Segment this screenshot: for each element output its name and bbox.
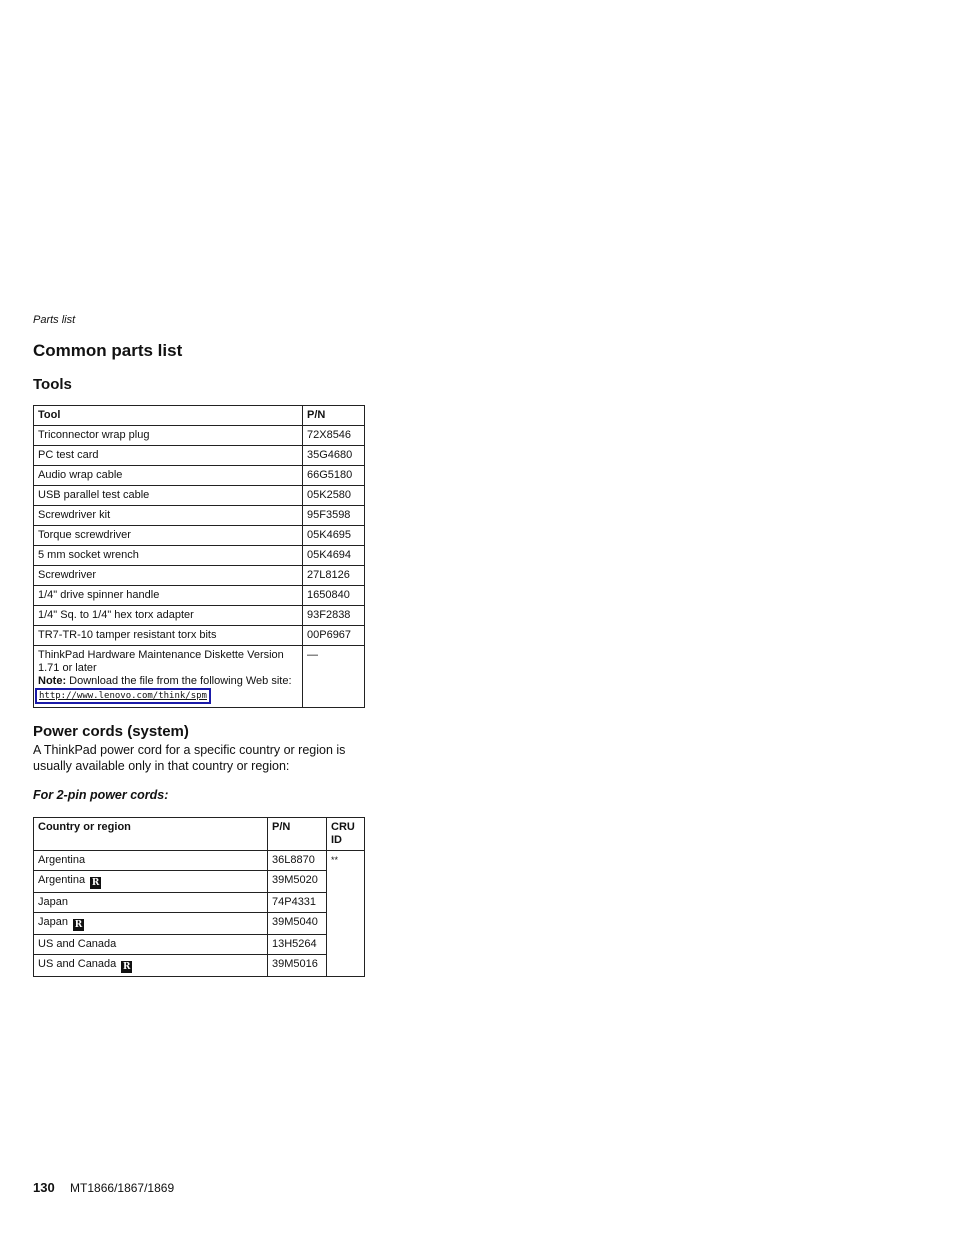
tool-pn: 05K4695 <box>303 526 365 546</box>
tool-pn: 72X8546 <box>303 426 365 446</box>
page-footer <box>33 1180 174 1195</box>
country-name: Argentina <box>38 854 86 866</box>
spm-download-link[interactable]: http://www.lenovo.com/think/spm <box>35 688 211 704</box>
rohs-r-icon: R <box>123 962 131 972</box>
country-column-header: Country or region <box>34 818 268 851</box>
tool-name: TR7-TR-10 tamper resistant torx bits <box>34 626 303 646</box>
country-cell <box>34 913 268 935</box>
tool-pn: 1650840 <box>303 586 365 606</box>
country-cell <box>34 935 268 955</box>
tool-name: 1/4" Sq. to 1/4" hex torx adapter <box>34 606 303 626</box>
table-row <box>34 935 365 955</box>
table-row <box>34 526 365 546</box>
cord-pn: 39M5016 <box>268 955 327 977</box>
country-cell <box>34 871 268 893</box>
table-row <box>34 871 365 893</box>
table-row <box>34 893 365 913</box>
table-row <box>34 606 365 626</box>
model-numbers: MT1866/1867/1869 <box>70 1181 175 1195</box>
cord-pn: 74P4331 <box>268 893 327 913</box>
diskette-row <box>34 646 365 708</box>
country-name: Japan <box>38 896 68 908</box>
table-row <box>34 626 365 646</box>
tool-name: Torque screwdriver <box>34 526 303 546</box>
table-row <box>34 955 365 977</box>
country-name: US and Canada <box>38 958 117 970</box>
cords-header-row <box>34 818 365 851</box>
page-title: Common parts list <box>33 341 183 360</box>
tool-name: Screwdriver <box>34 566 303 586</box>
tools-body <box>34 426 365 708</box>
cord-pn: 39M5040 <box>268 913 327 935</box>
table-row <box>34 466 365 486</box>
power-cords-heading: Power cords (system) <box>33 723 189 740</box>
tools-heading: Tools <box>33 376 72 393</box>
tool-pn: 00P6967 <box>303 626 365 646</box>
note-text: Download the file from the following Web site: <box>69 675 292 687</box>
tool-column-header: Tool <box>34 406 303 426</box>
note-label: Note: <box>38 675 67 687</box>
country-cell <box>34 893 268 913</box>
country-cell <box>34 955 268 977</box>
table-row <box>34 913 365 935</box>
tool-name: USB parallel test cable <box>34 486 303 506</box>
country-name: Argentina <box>38 874 86 886</box>
diskette-description: ThinkPad Hardware Maintenance Diskette Version 1.71 or later <box>38 649 284 674</box>
table-row <box>34 506 365 526</box>
tool-name: Screwdriver kit <box>34 506 303 526</box>
tool-name: Triconnector wrap plug <box>34 426 303 446</box>
cord-pn: 36L8870 <box>268 851 327 871</box>
table-row <box>34 566 365 586</box>
running-head: Parts list <box>33 314 76 326</box>
table-row <box>34 546 365 566</box>
cru-id-column-header: CRU ID <box>327 818 365 851</box>
rohs-r-icon: R <box>91 878 100 888</box>
cru-id-cell: ** <box>327 851 365 977</box>
country-cell <box>34 851 268 871</box>
table-row <box>34 426 365 446</box>
table-row <box>34 586 365 606</box>
tool-pn: 35G4680 <box>303 446 365 466</box>
power-cords-table <box>33 817 365 977</box>
tool-pn: 93F2838 <box>303 606 365 626</box>
tools-header-row <box>34 406 365 426</box>
table-row <box>34 851 365 871</box>
tools-table <box>33 405 365 708</box>
power-cords-intro: A ThinkPad power cord for a specific country or region is usually available only in that country or region: <box>33 743 346 773</box>
cord-pn: 39M5020 <box>268 871 327 893</box>
tool-name: 1/4" drive spinner handle <box>34 586 303 606</box>
tool-pn: 05K4694 <box>303 546 365 566</box>
tool-pn: 05K2580 <box>303 486 365 506</box>
rohs-r-icon: R <box>74 920 83 930</box>
two-pin-subheading: For 2-pin power cords: <box>33 788 169 802</box>
country-name: Japan <box>38 916 68 928</box>
diskette-cell <box>34 646 303 708</box>
tool-name: Audio wrap cable <box>34 466 303 486</box>
tool-pn: 95F3598 <box>303 506 365 526</box>
table-row <box>34 486 365 506</box>
tool-name: PC test card <box>34 446 303 466</box>
cord-pn: 13H5264 <box>268 935 327 955</box>
tool-pn: 27L8126 <box>303 566 365 586</box>
diskette-pn: — <box>303 646 365 708</box>
table-row <box>34 446 365 466</box>
pn-column-header: P/N <box>303 406 365 426</box>
tool-pn: 66G5180 <box>303 466 365 486</box>
page-number: 130 <box>33 1180 55 1195</box>
pn-column-header: P/N <box>268 818 327 851</box>
diskette-note <box>38 675 298 688</box>
tool-name: 5 mm socket wrench <box>34 546 303 566</box>
country-name: US and Canada <box>38 938 117 950</box>
